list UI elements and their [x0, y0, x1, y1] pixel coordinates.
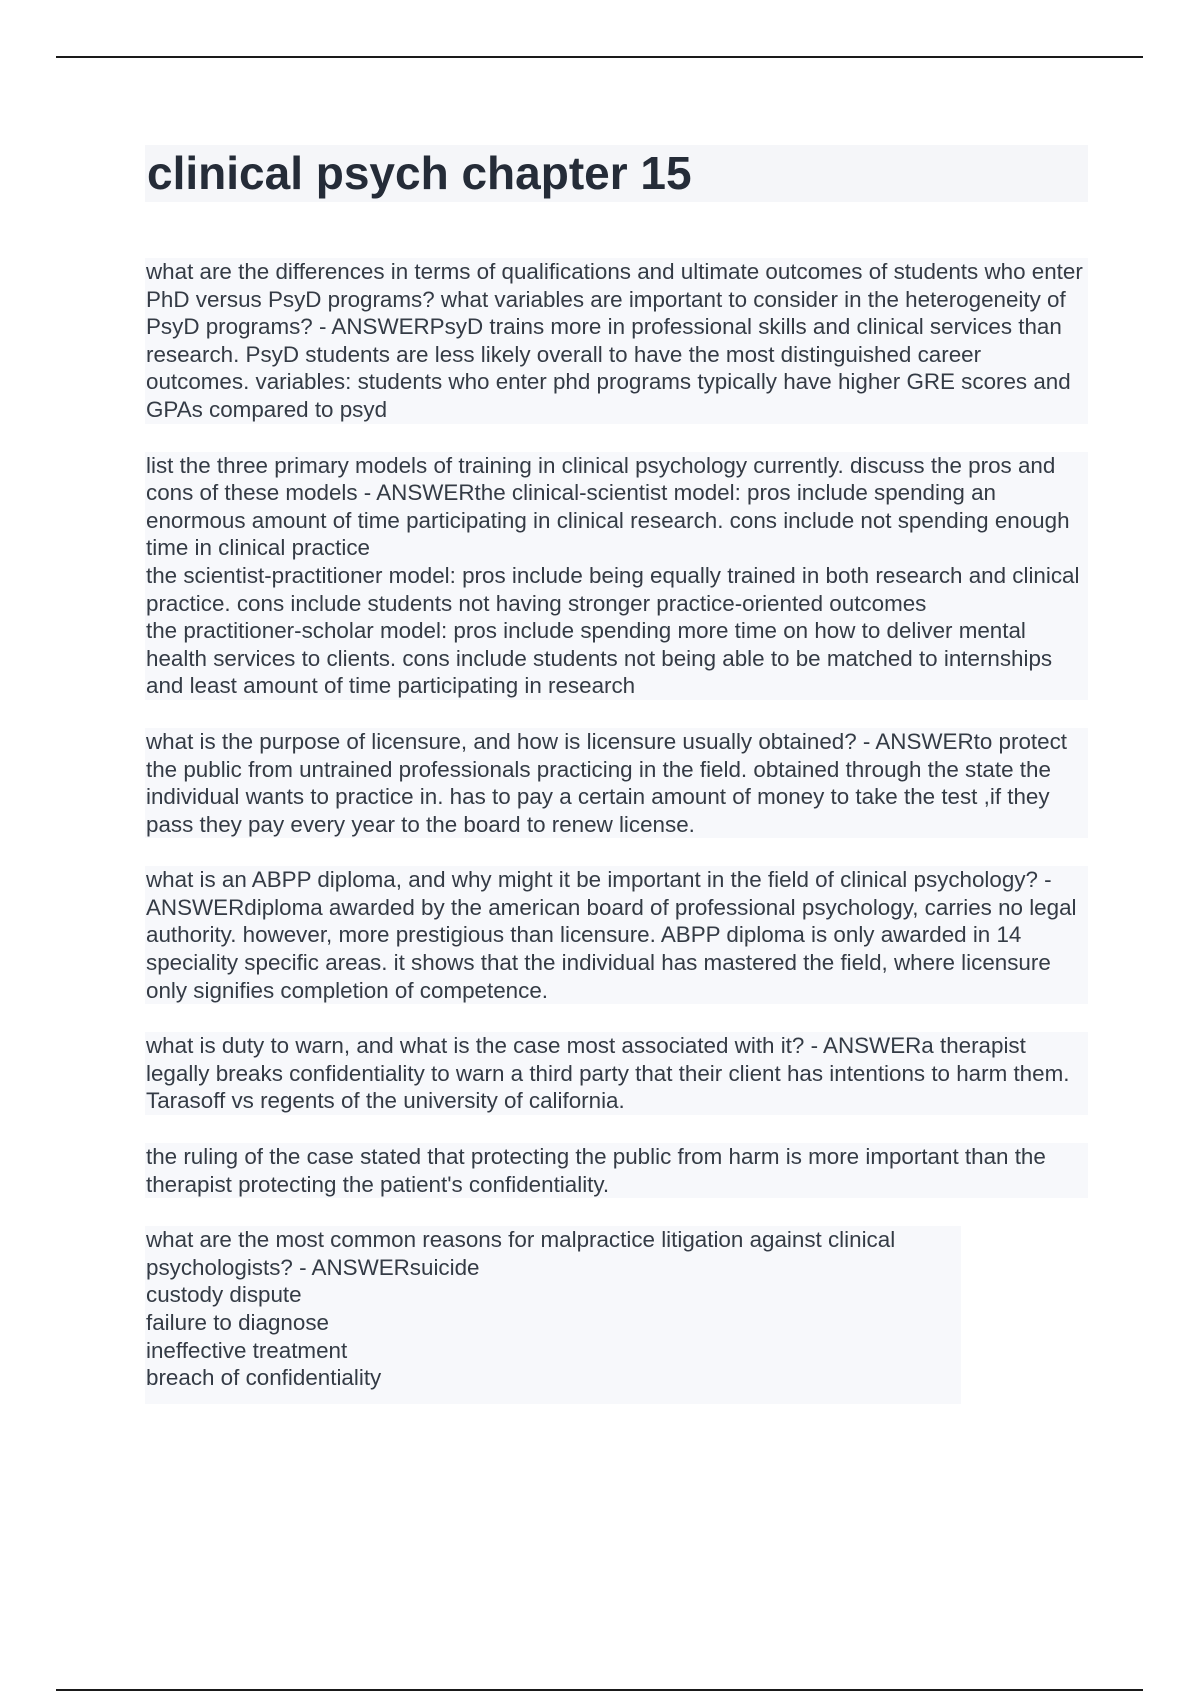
qa-entry-malpractice: what are the most common reasons for malpractice litigation against clinical psychologists? - ANSWERsuicide custody dispute failure to diagnose ineffective treatment breach of confidentiality	[145, 1226, 961, 1404]
bottom-divider	[56, 1689, 1143, 1691]
qa-entry-licensure: what is the purpose of licensure, and how is licensure usually obtained? - ANSWERto protect the public from untrained professionals practicing in the field. obtained through the state the individual wants to practice in. has to pay a certain amount of money to take the test ,if they pass they pay every year to the board to renew license.	[145, 728, 1088, 838]
qa-entry-duty-to-warn: what is duty to warn, and what is the case most associated with it? - ANSWERa therapist legally breaks confidentiality to warn a third party that their client has intentions to harm them. Tarasoff vs regents of the university of california.	[145, 1032, 1088, 1115]
qa-list	[145, 258, 1088, 1404]
qa-entry-case-ruling: the ruling of the case stated that protecting the public from harm is more important than the therapist protecting the patient's confidentiality.	[145, 1143, 1088, 1198]
top-divider	[56, 56, 1143, 58]
qa-entry-abpp-diploma: what is an ABPP diploma, and why might it be important in the field of clinical psychology? - ANSWERdiploma awarded by the american board of professional psychology, carries no legal authority. however, more prestigious than licensure. ABPP diploma is only awarded in 14 speciality specific areas. it shows that the individual has mastered the field, where licensure only signifies completion of competence.	[145, 866, 1088, 1004]
qa-entry-training-models: list the three primary models of training in clinical psychology currently. discuss the pros and cons of these models - ANSWERthe clinical-scientist model: pros include spending an enormous amount of time participating in clinical research. cons include not spending enough time in clinical practice the scientist-practitioner model: pros include being equally trained in both research and clinical practice. cons include students not having stronger practice-oriented outcomes the practitioner-scholar model: pros include spending more time on how to deliver mental health services to clients. cons include students not being able to be matched to internships and least amount of time participating in research	[145, 452, 1088, 700]
document-body	[145, 145, 1088, 1432]
qa-entry-phd-vs-psyd: what are the differences in terms of qualifications and ultimate outcomes of students who enter PhD versus PsyD programs? what variables are important to consider in the heterogeneity of PsyD programs? - ANSWERPsyD trains more in professional skills and clinical services than research. PsyD students are less likely overall to have the most distinguished career outcomes. variables: students who enter phd programs typically have higher GRE scores and GPAs compared to psyd	[145, 258, 1088, 424]
document-title: clinical psych chapter 15	[145, 145, 1088, 202]
